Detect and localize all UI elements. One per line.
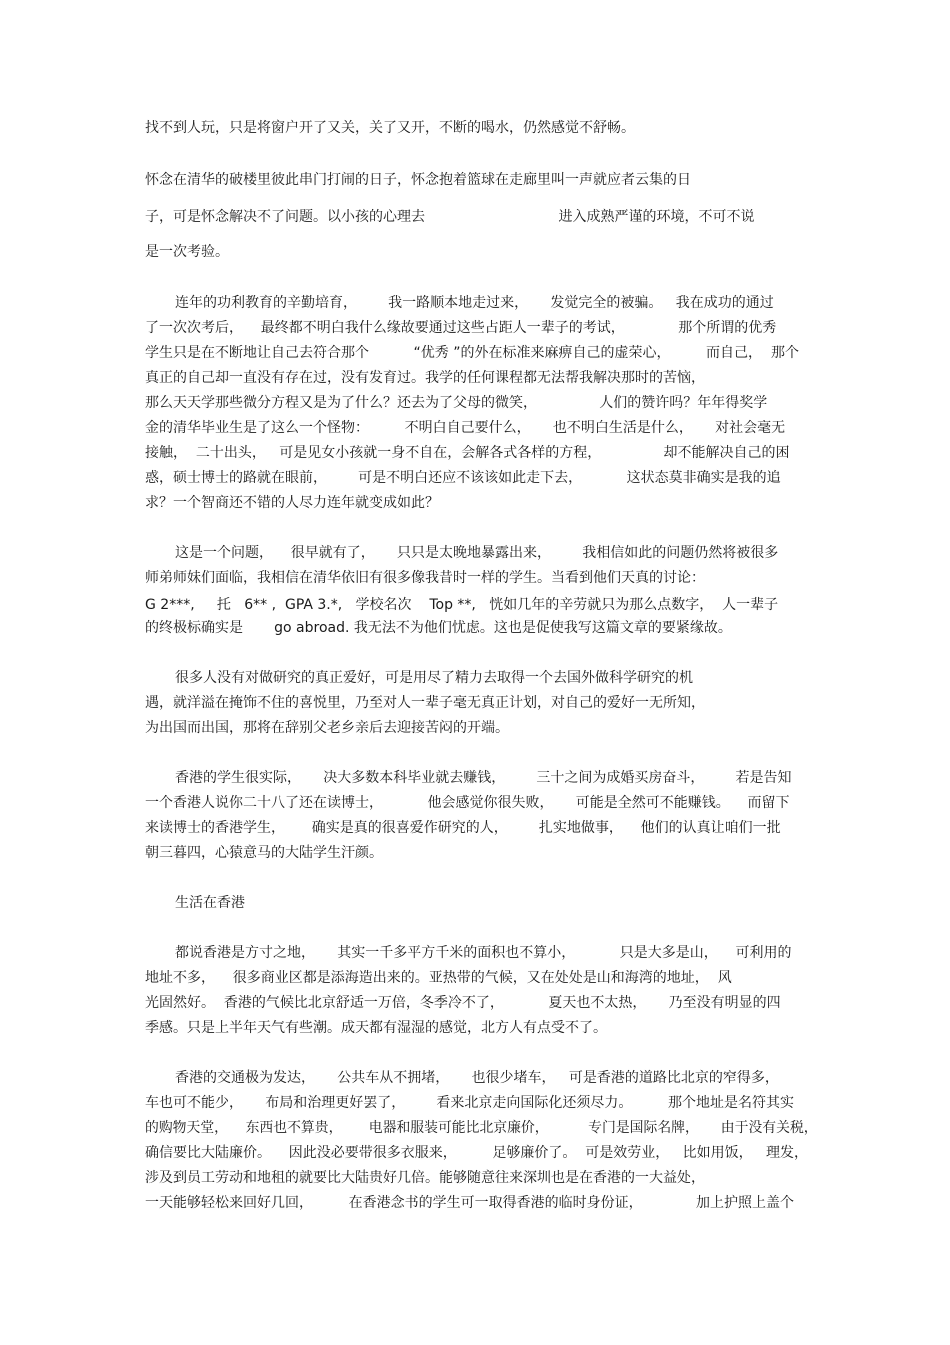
text-line: 连年的功利教育的辛勤培育， 我一路顺本地走过来， 发觉完全的被骗。 我在成功的通过 — [175, 295, 774, 311]
text-line: 一天能够轻松来回好几回， 在香港念书的学生可一取得香港的临时身份证， 加上护照上盖个 — [145, 1195, 795, 1211]
text-line: G 2***, 托 6** , GPA 3.*, 学校名次 Top **, 恍如几年的辛劳就只为那么点数字， 人一辈子 — [145, 597, 779, 613]
text-line: 了一次次考后， 最终都不明白我什么缘故要通过这些占距人一辈子的考试， 那个所谓的优秀 — [145, 320, 777, 336]
text-line: 接触， 二十出头， 可是见女小孩就一身不自在，会解各式各样的方程， 却不能解决自己的困 — [145, 445, 790, 461]
text-line: 都说香港是方寸之地， 其实一千多平方千米的面积也不算小， 只是大多是山， 可利用的 — [175, 945, 792, 961]
text-line: 求？一个智商还不错的人尽力连年就变成如此？ — [145, 495, 439, 511]
text-line: 季感。只是上半年天气有些潮。成天都有湿湿的感觉，北方人有点受不了。 — [145, 1020, 607, 1036]
text-line: 为出国而出国，那将在辞别父老乡亲后去迎接苦闷的开端。 — [145, 720, 509, 736]
text-line: 的终极标确实是 go abroad. 我无法不为他们忧虑。这也是促使我写这篇文章的要紧缘故。 — [145, 620, 732, 636]
text-line: 惑，硕士博士的路就在眼前， 可是不明白还应不该该如此走下去， 这状态莫非确实是我的追 — [145, 470, 781, 486]
text-line: 的购物天堂， 东西也不算贵， 电器和服装可能比北京廉价， 专门是国际名牌， 由于没有关税， — [145, 1120, 818, 1136]
text-line: 朝三暮四，心猿意马的大陆学生汗颜。 — [145, 845, 383, 861]
text-line: 遇，就洋溢在掩饰不住的喜悦里，乃至对人一辈子毫无真正计划，对自己的爱好一无所知， — [145, 695, 705, 711]
text-line: 来读博士的香港学生， 确实是真的很喜爱作研究的人， 扎实地做事， 他们的认真让咱们一批 — [145, 820, 781, 836]
text-line: 那么天天学那些微分方程又是为了什么？还去为了父母的微笑， 人们的赞许吗？年年得奖学 — [145, 395, 768, 411]
text-line: 师弟师妹们面临，我相信在清华依旧有很多像我昔时一样的学生。当看到他们天真的讨论： — [145, 570, 705, 586]
text-line: 是一次考验。 — [145, 244, 229, 260]
text-line: 香港的学生很实际， 决大多数本科毕业就去赚钱， 三十之间为成婚买房奋斗， 若是告知 — [175, 770, 792, 786]
text-line: 怀念在清华的破楼里彼此串门打闹的日子，怀念抱着篮球在走廊里叫一声就应者云集的日 — [145, 172, 691, 188]
text-line: 学生只是在不断地让自己去符合那个 “优秀 ”的外在标准来麻痹自己的虚荣心， 而自己， 那个 — [145, 345, 799, 361]
section-heading: 生活在香港 — [175, 895, 245, 911]
text-line: 车也可不能少， 布局和治理更好罢了， 看来北京走向国际化还须尽力。 那个地址是名符其实 — [145, 1095, 795, 1111]
text-line: 金的清华毕业生是了这么一个怪物： 不明白自己要什么， 也不明白生活是什么， 对社会毫无 — [145, 420, 786, 436]
text-line: 一个香港人说你二十八了还在读博士， 他会感觉你很失败， 可能是全然可不能赚钱。 而留下 — [145, 795, 790, 811]
text-line: 确信要比大陆廉价。 因此没必要带很多衣服来， 足够廉价了。 可是效劳业， 比如用饭， 理发， — [145, 1145, 809, 1161]
text-line: 子，可是怀念解决不了问题。以小孩的心理去 进入成熟严谨的环境，不可不说 — [145, 209, 755, 225]
text-line: 找不到人玩，只是将窗户开了又关，关了又开，不断的喝水，仍然感觉不舒畅。 — [145, 120, 635, 136]
text-line: 光固然好。 香港的气候比北京舒适一万倍，冬季冷不了， 夏天也不太热， 乃至没有明显的四 — [145, 995, 781, 1011]
text-line: 香港的交通极为发达， 公共车从不拥堵， 也很少堵车， 可是香港的道路比北京的窄得多， — [175, 1070, 779, 1086]
text-line: 地址不多， 很多商业区都是添海造出来的。亚热带的气候，又在处处是山和海湾的地址， 风 — [145, 970, 732, 986]
text-line: 涉及到员工劳动和地租的就要比大陆贵好几倍。能够随意往来深圳也是在香港的一大益处， — [145, 1170, 705, 1186]
text-line: 很多人没有对做研究的真正爱好，可是用尽了精力去取得一个去国外做科学研究的机 — [175, 670, 693, 686]
text-line: 这是一个问题， 很早就有了， 只只是太晚地暴露出来， 我相信如此的问题仍然将被很多 — [175, 545, 779, 561]
text-line: 真正的自己却一直没有存在过，没有发育过。我学的任何课程都无法帮我解决那时的苦恼， — [145, 370, 705, 386]
